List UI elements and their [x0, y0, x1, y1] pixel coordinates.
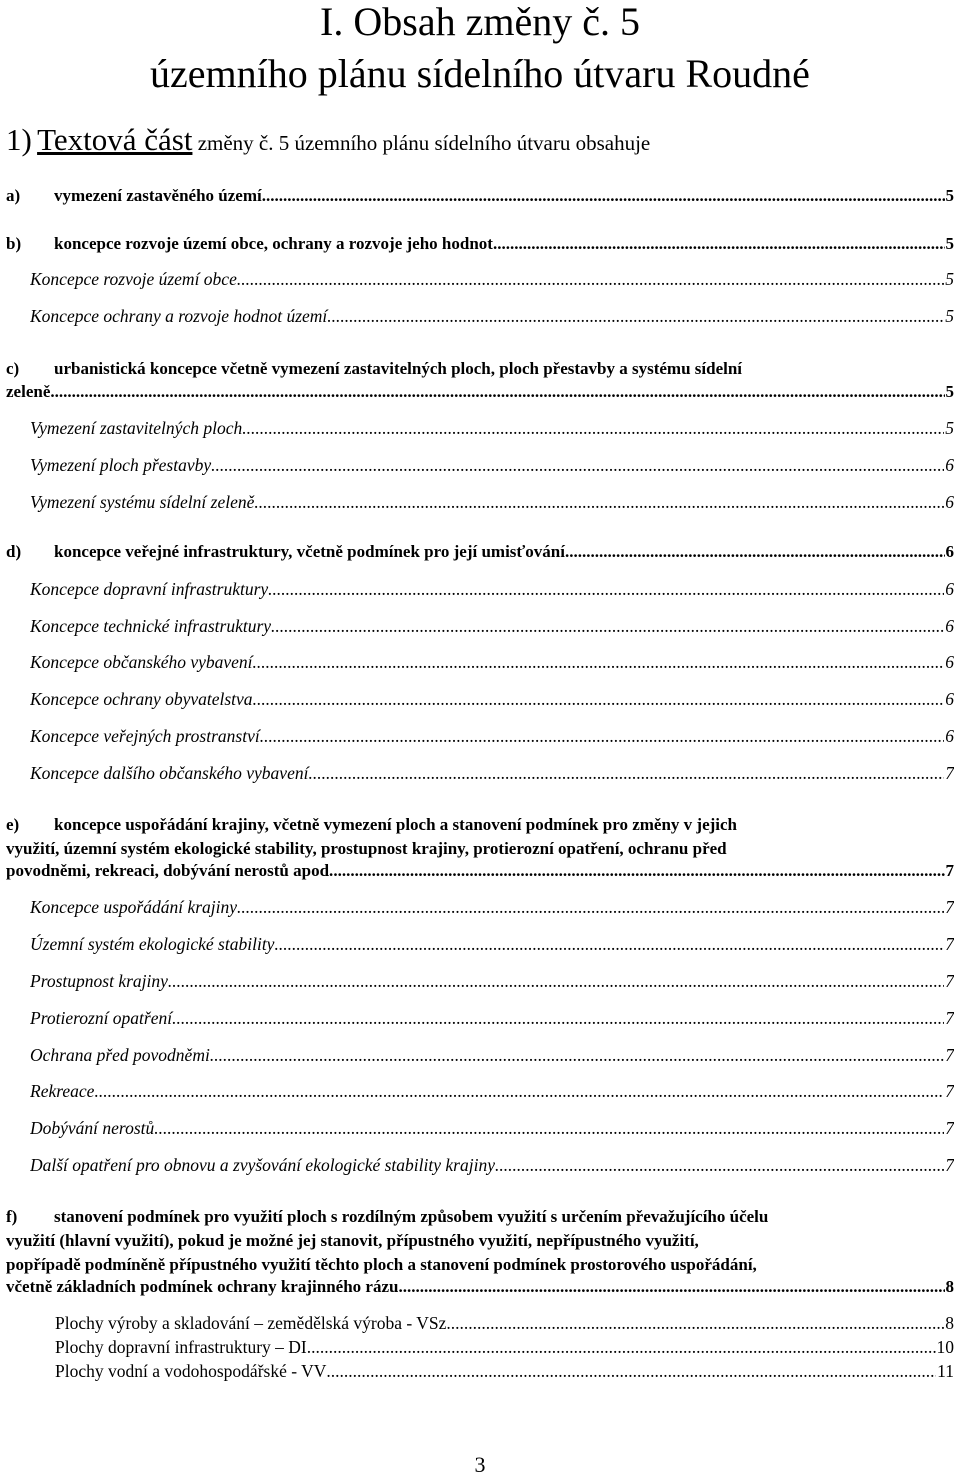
toc-page: 7 — [945, 1008, 954, 1028]
toc-page: 6 — [945, 542, 954, 561]
toc-leader — [326, 1361, 936, 1382]
toc-text-line4: včetně základních podmínek ochrany krajinného rázu — [6, 1277, 399, 1296]
toc-leader — [50, 382, 944, 402]
toc-label: d) — [6, 542, 22, 561]
toc-page: 6 — [945, 579, 954, 599]
toc-page: 6 — [945, 616, 954, 636]
toc-subentry[interactable] — [30, 763, 954, 784]
toc-text-line3: popřípadě podmíněně přípustného využití těchto ploch a stanovení podmínek prostorového uspořádání, — [6, 1255, 757, 1274]
toc-subentry[interactable] — [30, 492, 954, 513]
toc-leader — [398, 1277, 944, 1297]
toc-leader — [237, 269, 944, 290]
toc-page: 7 — [945, 861, 954, 880]
toc-leader — [154, 1118, 944, 1139]
toc-text-line2: využití, územní systém ekologické stability, prostupnost krajiny, protierozní opatření, ochranu před — [6, 839, 727, 858]
toc-leader — [210, 1045, 944, 1066]
toc-page: 8 — [945, 1277, 954, 1296]
toc-text: Koncepce ochrany obyvatelstva — [30, 689, 253, 709]
toc-leader — [307, 1337, 936, 1358]
toc-subentry[interactable] — [30, 1045, 954, 1066]
toc-leader — [262, 186, 945, 206]
toc-leader — [271, 616, 944, 637]
toc-text: Územní systém ekologické stability — [30, 934, 275, 954]
toc-leader — [446, 1313, 944, 1334]
toc-leader — [493, 234, 945, 254]
toc-text-line1: koncepce uspořádání krajiny, včetně vymezení ploch a stanovení podmínek pro změny v jejich — [54, 815, 737, 834]
toc-text: Vymezení systému sídelní zeleně — [30, 492, 255, 512]
toc-subentry[interactable] — [30, 652, 954, 673]
document-title-line1: I. Obsah změny č. 5 — [320, 0, 640, 44]
toc-label: b) — [6, 234, 22, 253]
toc-leader — [495, 1155, 944, 1176]
toc-subentry[interactable] — [55, 1313, 954, 1334]
toc-leader — [94, 1081, 944, 1102]
toc-page: 7 — [945, 934, 954, 954]
toc-page: 7 — [945, 897, 954, 917]
toc-subentry[interactable] — [55, 1337, 954, 1358]
page-number: 3 — [474, 1452, 486, 1477]
toc-text: Protierozní opatření — [30, 1008, 173, 1028]
toc-text-line1: stanovení podmínek pro využití ploch s rozdílným způsobem využití s určením převažujícího účelu — [54, 1207, 769, 1226]
toc-entry-f-end[interactable] — [6, 1277, 954, 1297]
toc-text-line2: zeleně — [6, 382, 51, 401]
toc-page: 5 — [945, 306, 954, 326]
toc-leader — [260, 726, 945, 747]
toc-leader — [237, 897, 944, 918]
toc-label: a) — [6, 186, 21, 205]
toc-text: Vymezení zastavitelných ploch — [30, 418, 243, 438]
toc-label: c) — [6, 359, 20, 378]
toc-subentry[interactable] — [30, 306, 954, 327]
toc-leader — [565, 542, 945, 562]
toc-label: e) — [6, 815, 20, 834]
toc-text: Plochy vodní a vodohospodářské - VV — [55, 1361, 327, 1381]
toc-entry-c-end[interactable] — [6, 382, 954, 402]
toc-subentry[interactable] — [30, 1155, 954, 1176]
intro-rest: změny č. 5 územního plánu sídelního útvaru obsahuje — [197, 131, 651, 155]
toc-subentry[interactable] — [30, 579, 954, 600]
toc-leader — [333, 861, 944, 881]
toc-subentry[interactable] — [30, 971, 954, 992]
toc-leader — [327, 306, 944, 327]
toc-leader — [172, 1008, 944, 1029]
toc-entry-f[interactable] — [6, 1205, 954, 1277]
toc-text: koncepce veřejné infrastruktury, včetně podmínek pro její umisťování — [54, 542, 565, 561]
toc-page: 7 — [945, 971, 954, 991]
intro-emphasis: Textová část — [37, 122, 193, 157]
intro-line — [6, 124, 650, 159]
toc-subentry[interactable] — [30, 934, 954, 955]
toc-label: f) — [6, 1207, 18, 1226]
toc-text: Ochrana před povodněmi — [30, 1045, 210, 1065]
toc-subentry[interactable] — [30, 1118, 954, 1139]
toc-page: 6 — [945, 455, 954, 475]
toc-text: Koncepce dopravní infrastruktury — [30, 579, 269, 599]
toc-text: vymezení zastavěného území — [54, 186, 262, 205]
toc-text: Koncepce ochrany a rozvoje hodnot území — [30, 306, 328, 326]
toc-subentry[interactable] — [30, 1008, 954, 1029]
toc-leader — [211, 455, 944, 476]
toc-subentry[interactable] — [30, 1081, 954, 1102]
toc-page: 7 — [945, 1081, 954, 1101]
toc-subentry[interactable] — [30, 455, 954, 476]
toc-leader — [253, 689, 945, 710]
toc-text-line1: urbanistická koncepce včetně vymezení zastavitelných ploch, ploch přestavby a systému sídelní — [54, 359, 743, 378]
intro-number: 1) — [6, 122, 32, 157]
toc-page: 6 — [945, 689, 954, 709]
toc-page: 11 — [937, 1361, 954, 1381]
toc-entry-b[interactable] — [6, 234, 954, 254]
toc-page: 6 — [945, 492, 954, 512]
toc-subentry[interactable] — [30, 616, 954, 637]
toc-subentry[interactable] — [30, 689, 954, 710]
toc-subentry[interactable] — [30, 269, 954, 290]
toc-leader — [274, 934, 944, 955]
toc-page: 5 — [945, 418, 954, 438]
toc-text: Plochy dopravní infrastruktury – DI — [55, 1337, 307, 1357]
toc-subentry[interactable] — [30, 897, 954, 918]
toc-page: 7 — [945, 1045, 954, 1065]
toc-text: Plochy výroby a skladování – zemědělská výroba - VSz — [55, 1313, 447, 1333]
toc-text-line2: využití (hlavní využití), pokud je možné jej stanovit, přípustného využití, nepřípustného využití, — [6, 1231, 699, 1250]
toc-page: 7 — [945, 763, 954, 783]
toc-subentry[interactable] — [55, 1361, 954, 1382]
toc-page: 6 — [945, 652, 954, 672]
toc-subentry[interactable] — [30, 726, 954, 747]
toc-leader — [268, 579, 944, 600]
toc-entry-c[interactable] — [6, 357, 954, 381]
toc-leader — [253, 652, 945, 673]
toc-text: Dobývání nerostů — [30, 1118, 155, 1138]
toc-text: Koncepce uspořádání krajiny — [30, 897, 238, 917]
toc-text: koncepce rozvoje území obce, ochrany a rozvoje jeho hodnot — [54, 234, 493, 253]
toc-leader — [254, 492, 944, 513]
toc-text: Koncepce občanského vybavení — [30, 652, 253, 672]
toc-entry-d[interactable] — [6, 542, 954, 562]
toc-entry-a[interactable] — [6, 186, 954, 206]
toc-page: 10 — [936, 1337, 954, 1357]
document-title-line2: územního plánu sídelního útvaru Roudné — [150, 51, 810, 96]
toc-text: Koncepce technické infrastruktury — [30, 616, 272, 636]
toc-page: 7 — [945, 1155, 954, 1175]
toc-text: Prostupnost krajiny — [30, 971, 168, 991]
toc-page: 5 — [945, 186, 954, 205]
toc-page: 8 — [945, 1313, 954, 1333]
toc-text: Vymezení ploch přestavby — [30, 455, 212, 475]
toc-leader — [168, 971, 944, 992]
toc-text: Rekreace — [30, 1081, 95, 1101]
toc-text: Další opatření pro obnovu a zvyšování ekologické stability krajiny — [30, 1155, 495, 1175]
toc-text: Koncepce rozvoje území obce — [30, 269, 237, 289]
toc-leader — [242, 418, 944, 439]
toc-page: 5 — [945, 269, 954, 289]
toc-entry-e-end[interactable] — [6, 861, 954, 881]
toc-subentry[interactable] — [30, 418, 954, 439]
toc-page: 7 — [945, 1118, 954, 1138]
toc-text: Koncepce dalšího občanského vybavení — [30, 763, 309, 783]
toc-text: Koncepce veřejných prostranství — [30, 726, 260, 746]
toc-text-line3: povodněmi, rekreaci, dobývání nerostů apod. — [6, 861, 334, 880]
toc-page: 5 — [945, 382, 954, 401]
toc-page: 6 — [945, 726, 954, 746]
toc-entry-e[interactable] — [6, 813, 954, 861]
toc-page: 5 — [945, 234, 954, 253]
toc-leader — [308, 763, 944, 784]
